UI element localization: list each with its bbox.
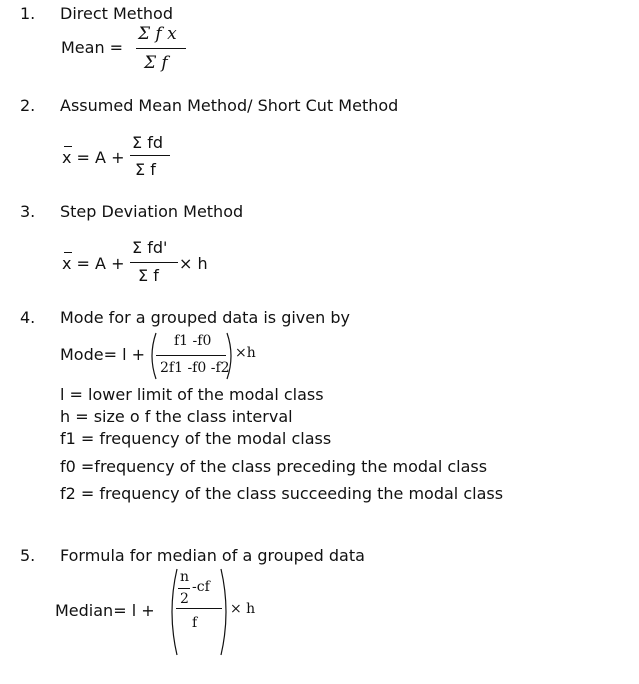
formula-mode-tail: ×h [235,345,256,361]
formula-median-fraction-bar [176,608,222,609]
formula-step-denominator: Σ f [138,266,159,285]
heading-direct-method: Direct Method [60,4,173,23]
formula-median-two: 2 [180,591,189,607]
item-number-4: 4. [20,308,36,327]
formula-step-numerator: Σ fd' [132,238,168,257]
formula-mean-denominator: Σ f [144,53,168,73]
formula-median-f: f [192,615,198,631]
formula-median-half-bar [178,588,190,589]
item-number-3: 3. [20,202,36,221]
formula-step-fraction-bar [130,262,178,263]
definition-l: l = lower limit of the modal class [60,385,324,404]
formula-step-lhs: x = A + [62,254,125,273]
formula-mode-numerator: f1 -f0 [174,333,212,349]
definition-h: h = size o f the class interval [60,407,293,426]
formula-median-lhs: Median= l + [55,601,155,620]
formula-median-n: n [180,569,190,585]
formula-median-tail: × h [230,601,256,617]
formula-assumed-denominator: Σ f [135,160,156,179]
item-number-1: 1. [20,4,36,23]
formula-mean-lhs: Mean = [61,38,124,57]
item-number-5: 5. [20,546,36,565]
x-bar-overline-3 [64,252,72,253]
formula-assumed-numerator: Σ fd [132,133,163,152]
heading-assumed-mean: Assumed Mean Method/ Short Cut Method [60,96,399,115]
formula-mean-fraction-bar [136,48,186,49]
definition-f1: f1 = frequency of the modal class [60,429,332,448]
heading-step-deviation: Step Deviation Method [60,202,244,221]
definition-f0: f0 =frequency of the class preceding the modal class [60,457,488,476]
x-bar-overline-2 [64,146,72,147]
formula-mean-numerator: Σ f x [138,24,177,44]
formula-mode-denominator: 2f1 -f0 -f2 [160,360,230,376]
definition-f2: f2 = frequency of the class succeeding the modal class [60,484,504,503]
formula-median-cf: -cf [192,579,210,595]
heading-median: Formula for median of a grouped data [60,546,365,565]
item-number-2: 2. [20,96,36,115]
formula-step-tail: × h [179,254,208,273]
formula-mode-lhs: Mode= l + [60,345,146,364]
heading-mode: Mode for a grouped data is given by [60,308,350,327]
formula-assumed-fraction-bar [130,155,170,156]
formula-assumed-lhs: x = A + [62,148,125,167]
formula-mode-fraction-bar [156,355,226,356]
mode-left-paren [147,332,157,380]
median-left-paren [166,568,178,656]
